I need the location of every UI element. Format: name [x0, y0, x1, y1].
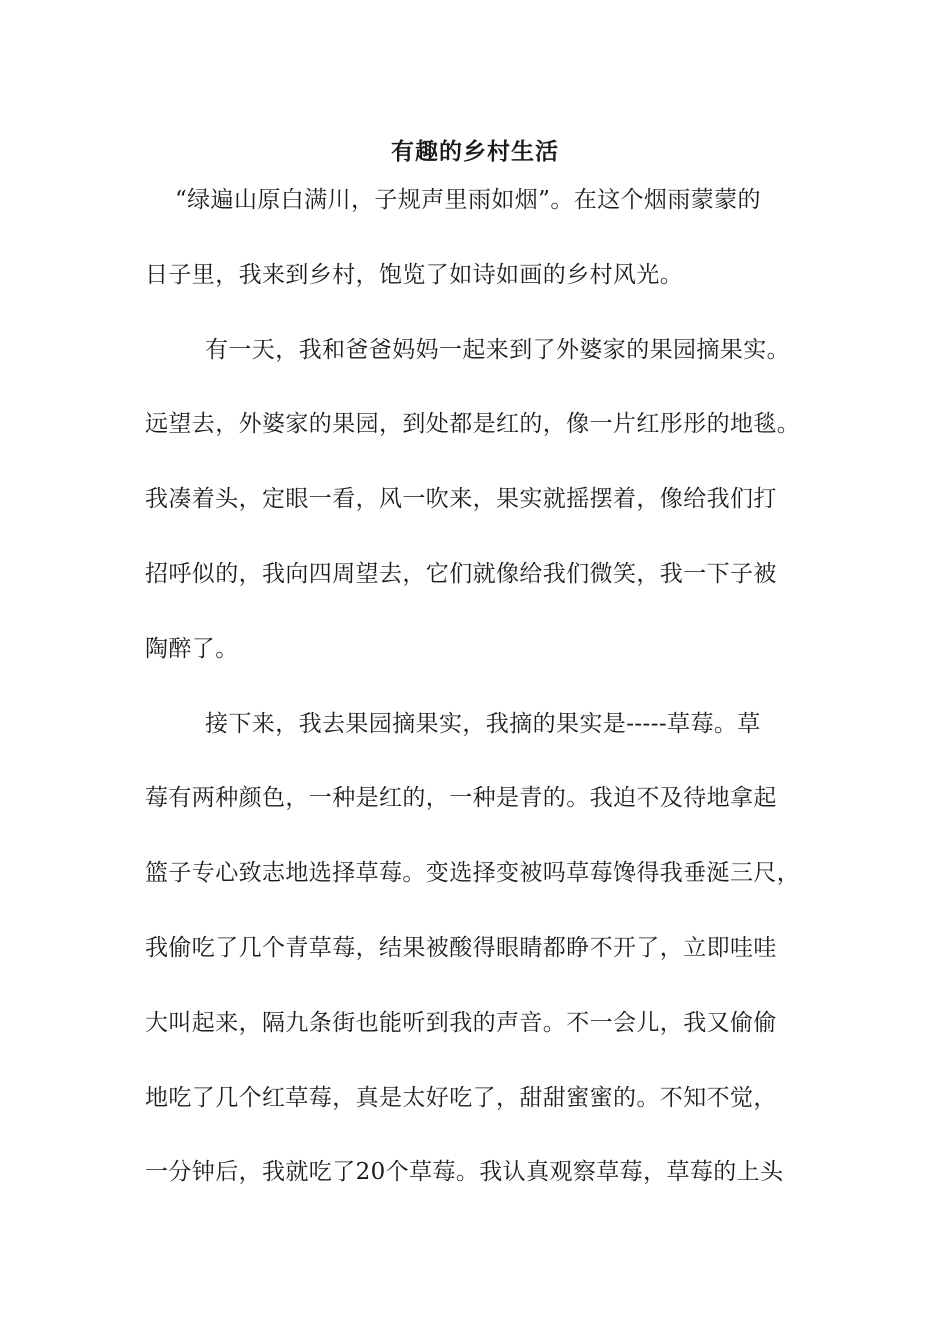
paragraph-line: 篮子专心致志地选择草莓。变选择变被吗草莓馋得我垂涎三尺，	[145, 860, 801, 887]
paragraph-line: 接下来，我去果园摘果实，我摘的果实是-----草莓。草	[205, 710, 761, 737]
paragraph-line: 地吃了几个红草莓，真是太好吃了，甜甜蜜蜜的。不知不觉，	[145, 1084, 777, 1111]
paragraph-line: 招呼似的，我向四周望去，它们就像给我们微笑，我一下子被	[145, 560, 777, 587]
paragraph-line: 陶醉了。	[145, 635, 239, 662]
paragraph-line: 大叫起来，隔九条街也能听到我的声音。不一会儿，我又偷偷	[145, 1009, 777, 1036]
document-title: 有趣的乡村生活	[391, 138, 559, 165]
paragraph-line: 莓有两种颜色，一种是红的，一种是青的。我迫不及待地拿起	[145, 785, 777, 812]
paragraph-line: 有一天，我和爸爸妈妈一起来到了外婆家的果园摘果实。	[205, 336, 790, 363]
paragraph-line: 远望去，外婆家的果园，到处都是红的，像一片红彤彤的地毯。	[145, 411, 801, 438]
paragraph-line: 我凑着头，定眼一看，风一吹来，果实就摇摆着，像给我们打	[145, 486, 777, 513]
paragraph-line: “绿遍山原白满川，子规声里雨如烟”。在这个烟雨蒙蒙的	[175, 187, 761, 213]
paragraph-line: 我偷吃了几个青草莓，结果被酸得眼睛都睁不开了，立即哇哇	[145, 934, 777, 961]
paragraph-line: 日子里，我来到乡村，饱览了如诗如画的乡村风光。	[145, 261, 684, 288]
document-body	[145, 180, 810, 1227]
paragraph-line: 一分钟后，我就吃了20个草莓。我认真观察草莓，草莓的上头	[145, 1159, 784, 1186]
